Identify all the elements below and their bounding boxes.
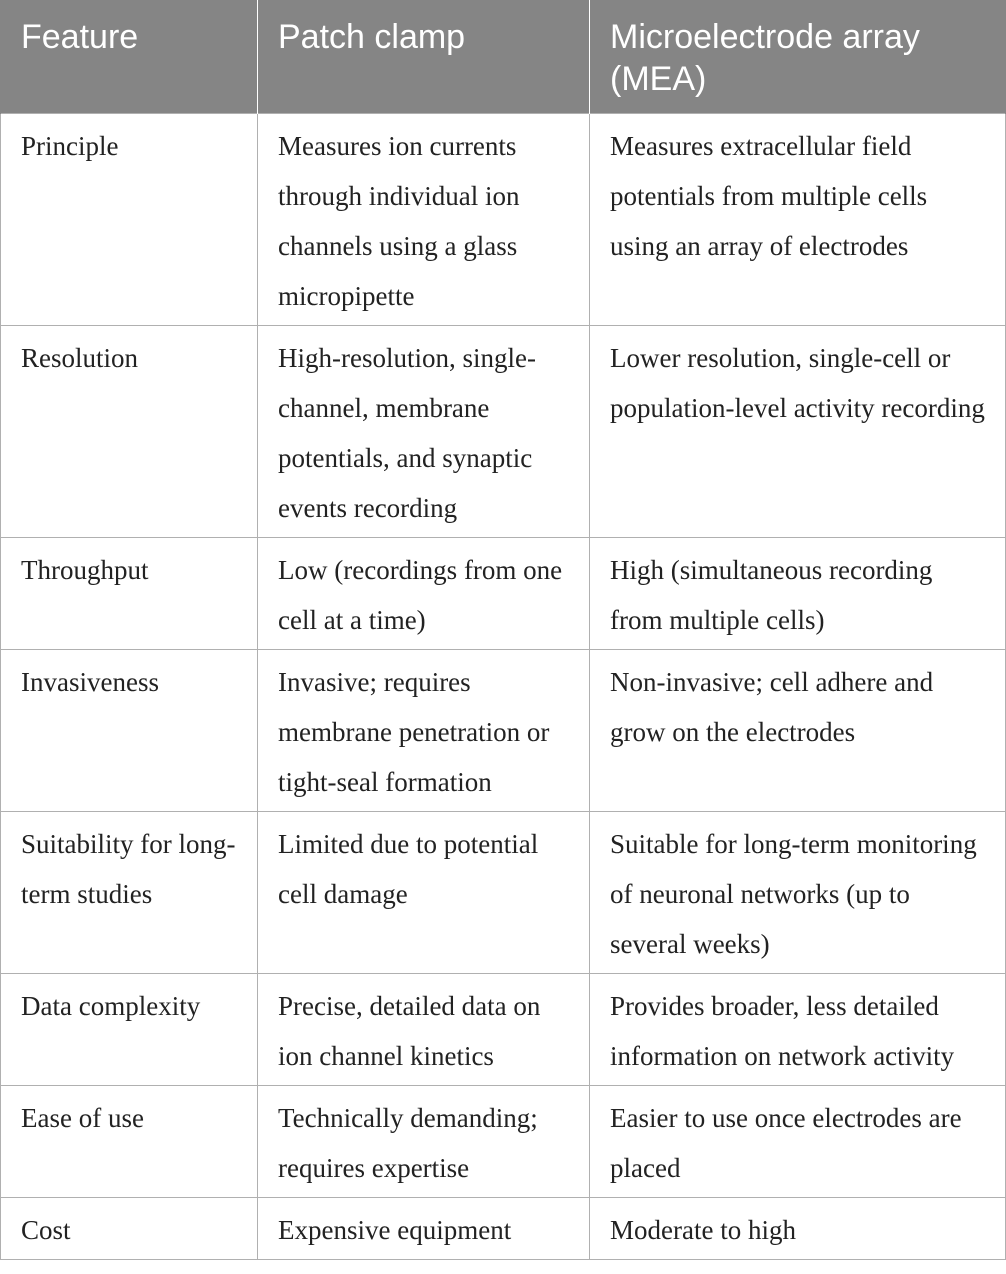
feature-cell: Throughput: [1, 537, 258, 649]
patch-clamp-cell: Measures ion currents through individual ion channels using a glass micropipette: [258, 113, 590, 325]
table-row: [1, 113, 1006, 325]
table-row: [1, 973, 1006, 1085]
table-header: [1, 0, 1006, 113]
mea-cell: Measures extracellular field potentials from multiple cells using an array of electrodes: [590, 113, 1006, 325]
header-patch-clamp: Patch clamp: [258, 0, 590, 113]
table-row: [1, 537, 1006, 649]
table-body: [1, 113, 1006, 1259]
header-row: [1, 0, 1006, 113]
feature-cell: Ease of use: [1, 1085, 258, 1197]
mea-cell: Lower resolution, single-cell or population-level activity recording: [590, 325, 1006, 537]
patch-clamp-cell: Limited due to potential cell damage: [258, 811, 590, 973]
mea-cell: Provides broader, less detailed information on network activity: [590, 973, 1006, 1085]
patch-clamp-cell: Precise, detailed data on ion channel kinetics: [258, 973, 590, 1085]
mea-cell: Moderate to high: [590, 1197, 1006, 1259]
patch-clamp-cell: Invasive; requires membrane penetration or tight-seal formation: [258, 649, 590, 811]
mea-cell: Suitable for long-term monitoring of neuronal networks (up to several weeks): [590, 811, 1006, 973]
feature-cell: Principle: [1, 113, 258, 325]
patch-clamp-cell: Low (recordings from one cell at a time): [258, 537, 590, 649]
table-row: [1, 325, 1006, 537]
feature-cell: Suitability for long-term studies: [1, 811, 258, 973]
mea-cell: High (simultaneous recording from multiple cells): [590, 537, 1006, 649]
feature-cell: Data complexity: [1, 973, 258, 1085]
table-row: [1, 1085, 1006, 1197]
header-feature: Feature: [1, 0, 258, 113]
mea-cell: Easier to use once electrodes are placed: [590, 1085, 1006, 1197]
table-row: [1, 811, 1006, 973]
table-row: [1, 1197, 1006, 1259]
table-row: [1, 649, 1006, 811]
feature-cell: Invasiveness: [1, 649, 258, 811]
header-mea: Microelectrode array (MEA): [590, 0, 1006, 113]
patch-clamp-cell: Expensive equipment: [258, 1197, 590, 1259]
patch-clamp-cell: Technically demanding; requires expertise: [258, 1085, 590, 1197]
feature-cell: Cost: [1, 1197, 258, 1259]
mea-cell: Non-invasive; cell adhere and grow on the electrodes: [590, 649, 1006, 811]
feature-cell: Resolution: [1, 325, 258, 537]
patch-clamp-cell: High-resolution, single-channel, membrane potentials, and synaptic events recording: [258, 325, 590, 537]
